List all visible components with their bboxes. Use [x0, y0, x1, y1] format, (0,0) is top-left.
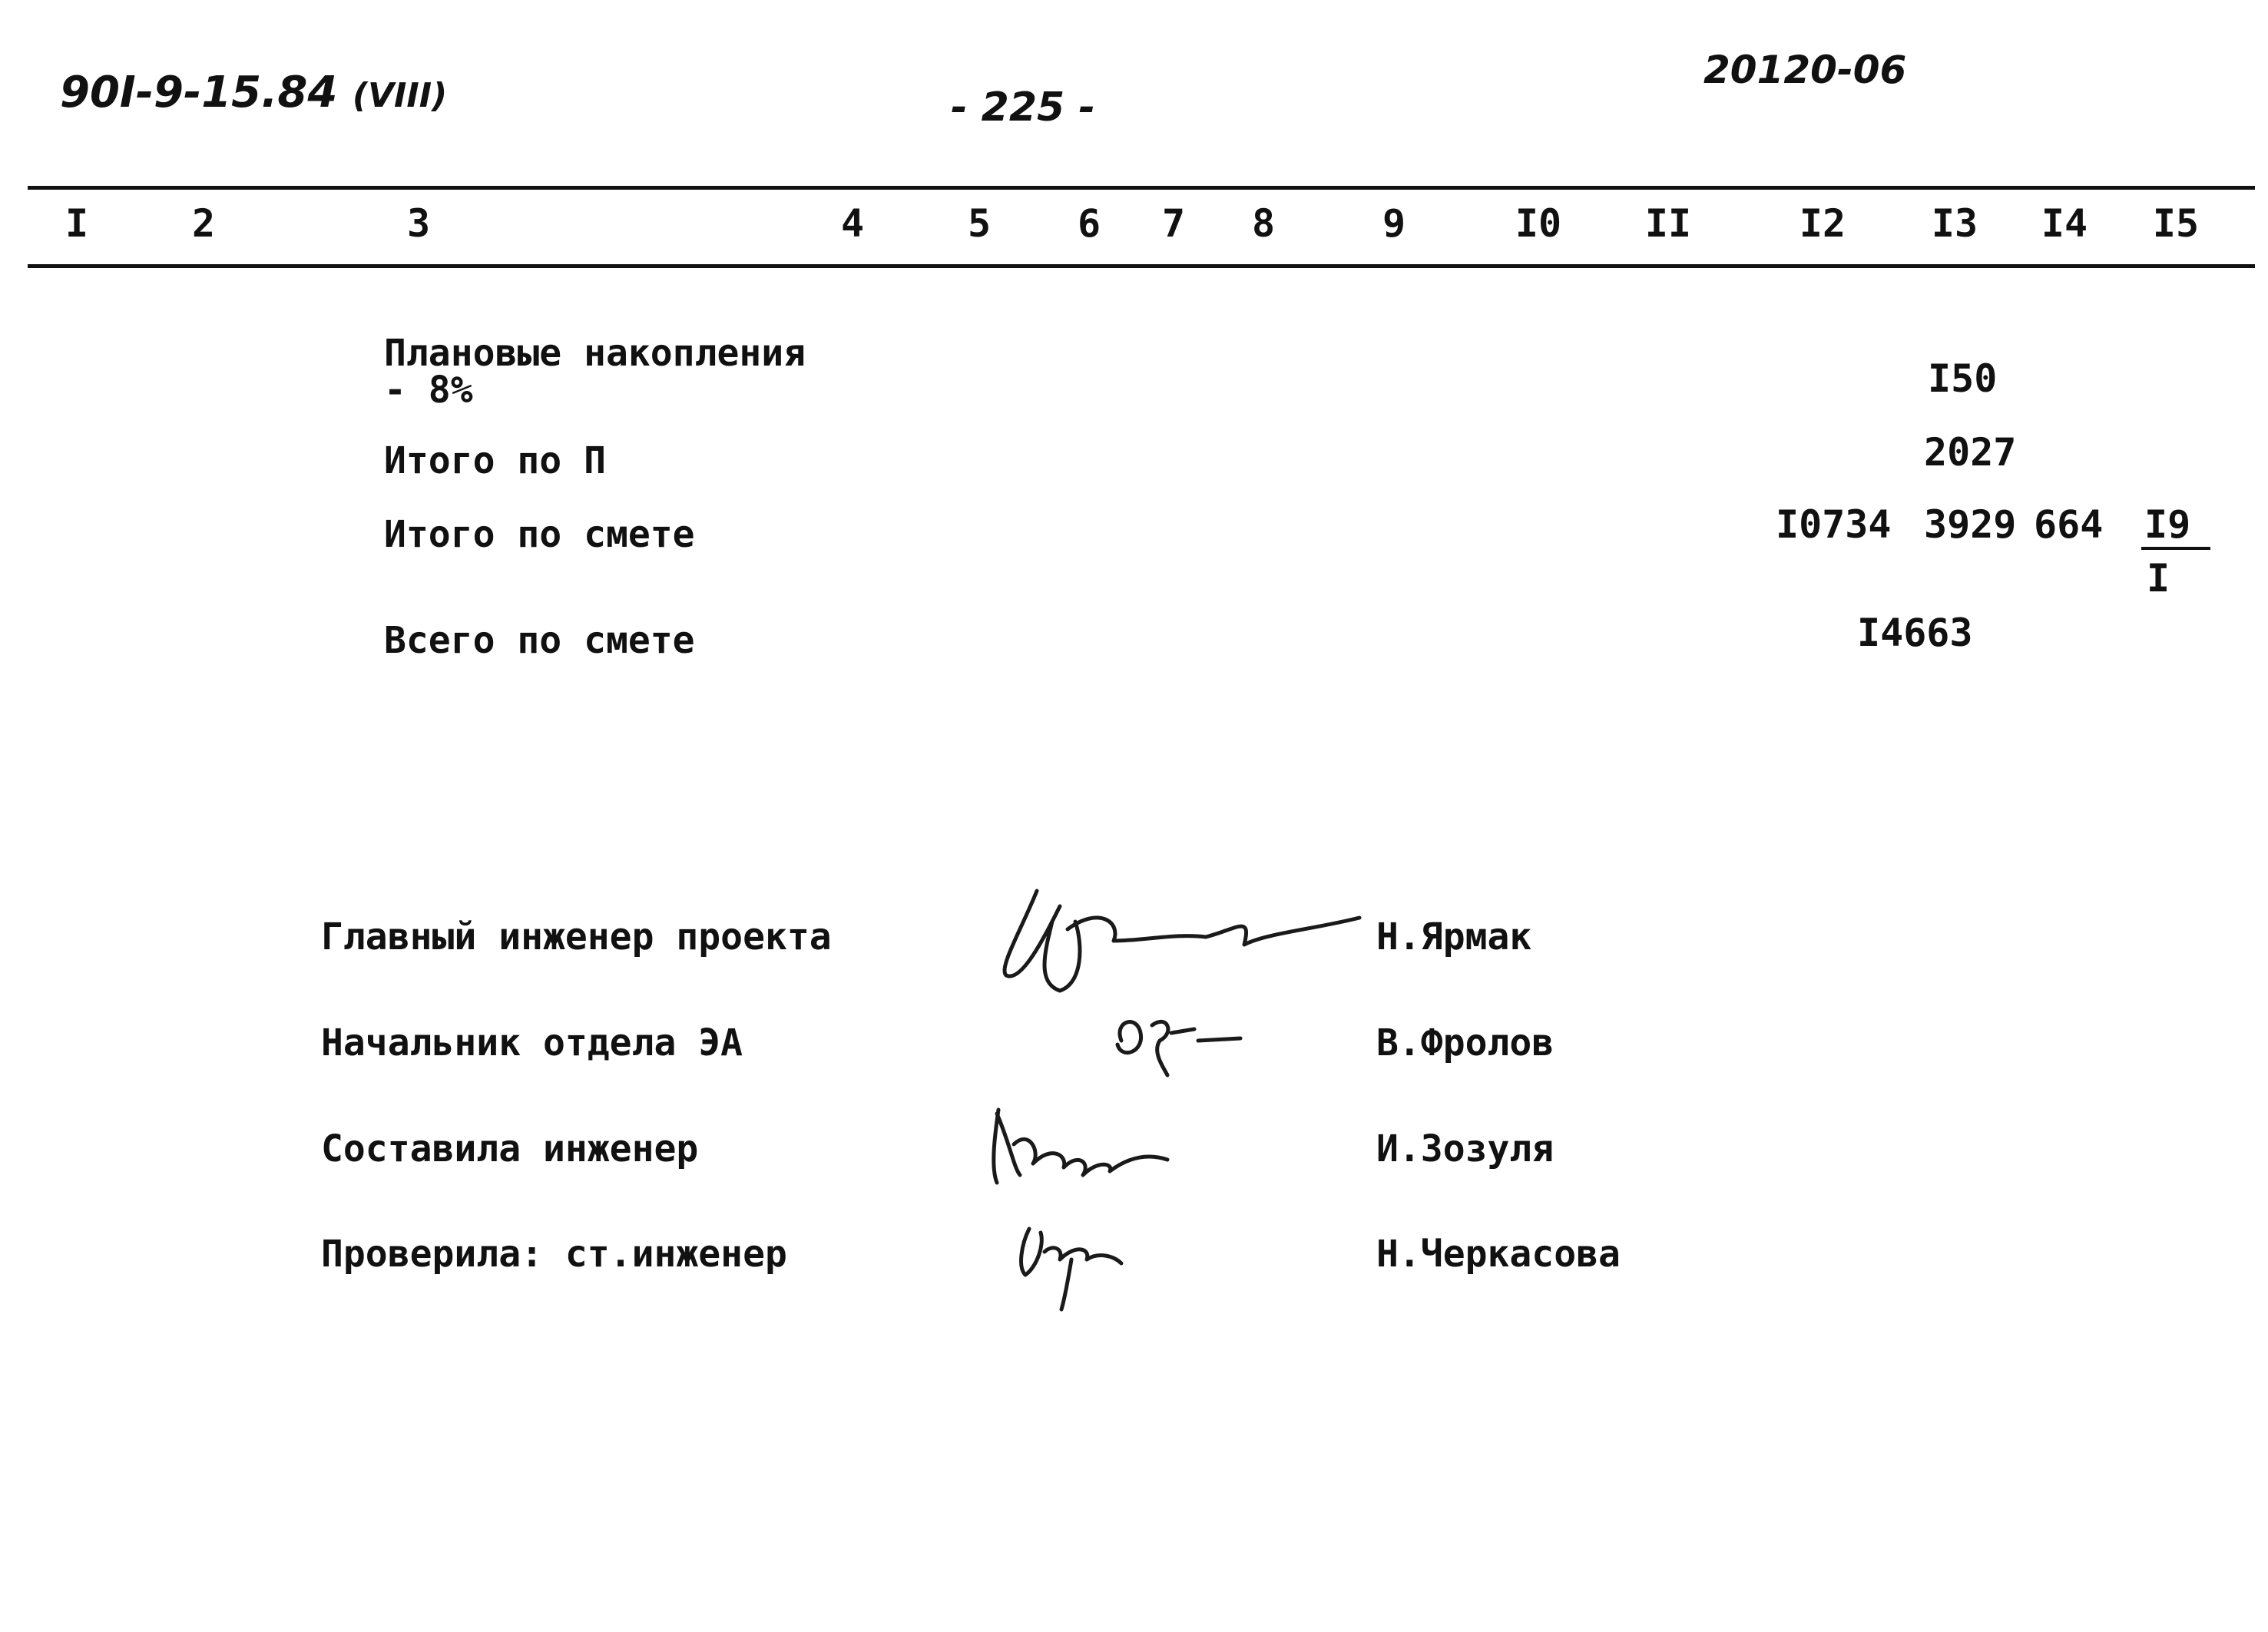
row-label: Плановые накопления — [384, 332, 806, 375]
table-header-rule — [28, 264, 2255, 268]
column-number: 6 — [1077, 201, 1101, 246]
page-number: - 225 - — [951, 84, 1095, 131]
handwritten-signature — [983, 1098, 1183, 1190]
handwritten-signature — [1006, 1213, 1144, 1313]
signatory-name: В.Фролов — [1376, 1021, 1554, 1064]
cell-col15-denominator: I — [2147, 556, 2170, 601]
handwritten-signature — [1106, 998, 1260, 1083]
handwritten-signature — [991, 876, 1375, 998]
cell-col13: 3929 — [1924, 502, 2017, 547]
signatory-role: Проверила: ст.инженер — [321, 1233, 787, 1276]
column-number: I2 — [1799, 201, 1846, 246]
row-label: Всего по смете — [384, 619, 695, 662]
column-number: 8 — [1251, 201, 1276, 246]
row-label: Итого по смете — [384, 513, 695, 556]
signatory-role: Составила инженер — [321, 1127, 699, 1170]
signatory-role: Начальник отдела ЭА — [321, 1021, 743, 1064]
cell-col13: 2027 — [1924, 430, 2017, 475]
document-code-suffix: (VIII) — [352, 76, 448, 115]
cell-col14: 664 — [2034, 502, 2104, 547]
fraction-bar — [2141, 547, 2210, 550]
column-number: I3 — [1931, 201, 1978, 246]
column-number: 4 — [840, 201, 865, 246]
document-code — [60, 68, 447, 118]
signatory-name: Н.Ярмак — [1376, 915, 1532, 958]
document-code-number: 90I-9-15.84 — [60, 68, 338, 118]
sheet-code: 20120-06 — [1703, 48, 1907, 92]
signatory-role: Главный инженер проекта — [321, 915, 832, 958]
grand-total-value: I4663 — [1857, 611, 1973, 655]
column-number: 5 — [967, 201, 992, 246]
signatory-name: И.Зозуля — [1376, 1127, 1554, 1170]
column-number: 7 — [1161, 201, 1186, 246]
row-label: Итого по П — [384, 439, 606, 482]
cell-col12: I0734 — [1776, 502, 1892, 547]
row-label-rate: - 8% — [384, 369, 473, 412]
column-number: 2 — [191, 201, 216, 246]
column-number: II — [1644, 201, 1692, 246]
column-number: I0 — [1515, 201, 1562, 246]
column-number: 3 — [406, 201, 431, 246]
cell-col13: I50 — [1928, 356, 1998, 401]
table-top-rule — [28, 186, 2255, 190]
signatory-name: Н.Черкасова — [1376, 1233, 1621, 1276]
column-number: I4 — [2041, 201, 2088, 246]
column-number: I5 — [2152, 201, 2200, 246]
column-number: I — [65, 201, 89, 246]
column-number: 9 — [1382, 201, 1406, 246]
cell-col15-numerator: I9 — [2144, 502, 2191, 547]
